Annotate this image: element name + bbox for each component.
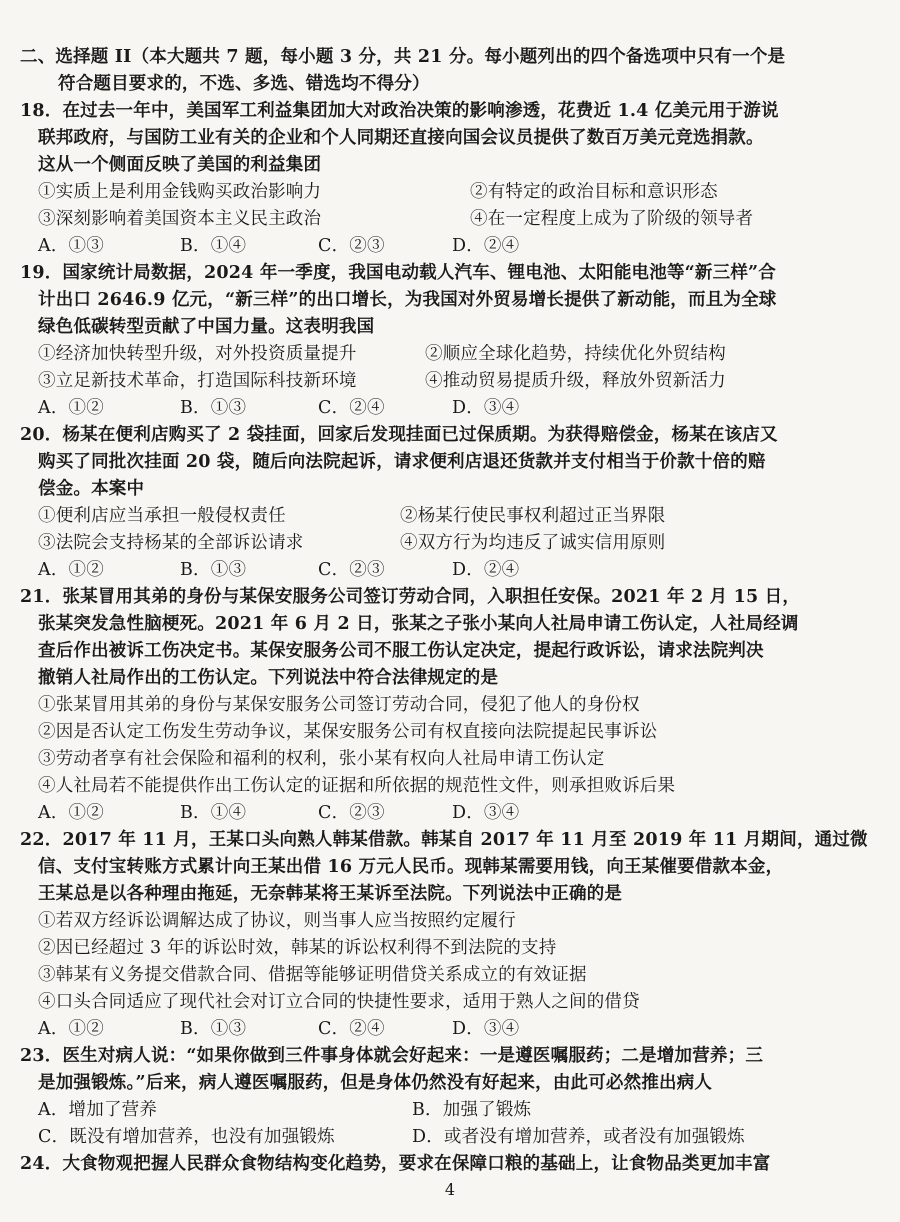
q22-option-1: ①若双方经诉讼调解达成了协议，则当事人应当按照约定履行	[38, 911, 516, 931]
q22-choice-a: A．①②	[38, 1019, 104, 1039]
q18-choice-b: B．①④	[180, 236, 247, 256]
q19-choice-a: A．①②	[38, 398, 104, 418]
q24-stem: 24．大食物观把握人民群众食物结构变化趋势，要求在保障口粮的基础上，让食物品类更加丰富	[20, 1154, 771, 1174]
q21-choice-d: D．③④	[452, 803, 520, 823]
q18-stem: 18．在过去一年中，美国军工利益集团加大对政治决策的影响渗透，花费近 1.4 亿美元用于游说	[20, 101, 779, 121]
q21-stem: 撤销人社局作出的工伤认定。下列说法中符合法律规定的是	[38, 668, 499, 688]
q19-choice-b: B．①③	[180, 398, 247, 418]
q19-option-2: ②顺应全球化趋势，持续优化外贸结构	[425, 344, 726, 364]
q21-stem: 21．张某冒用其弟的身份与某保安服务公司签订劳动合同，入职担任安保。2021 年 2 月 15 日，	[20, 587, 801, 607]
q21-option-3: ③劳动者享有社会保险和福利的权利，张小某有权向人社局申请工伤认定	[38, 749, 605, 769]
q22-option-4: ④口头合同适应了现代社会对订立合同的快捷性要求，适用于熟人之间的借贷	[38, 992, 640, 1012]
q21-choice-c: C．②③	[318, 803, 385, 823]
q23-stem: 是加强锻炼。”后来，病人遵医嘱服药，但是身体仍然没有好起来，由此可必然推出病人	[38, 1073, 713, 1093]
q18-stem: 联邦政府，与国防工业有关的企业和个人同期还直接向国会议员提供了数百万美元竞选捐款。	[38, 128, 764, 148]
q18-choice-c: C．②③	[318, 236, 385, 256]
q19-choice-d: D．③④	[452, 398, 520, 418]
q19-option-3: ③立足新技术革命，打造国际科技新环境	[38, 371, 357, 391]
q19-choice-c: C．②④	[318, 398, 385, 418]
q18-stem: 这从一个侧面反映了美国的利益集团	[38, 155, 322, 175]
q20-option-2: ②杨某行使民事权利超过正当界限	[400, 506, 666, 526]
q21-option-4: ④人社局若不能提供作出工伤认定的证据和所依据的规范性文件，则承担败诉后果	[38, 776, 676, 796]
q22-stem: 王某总是以各种理由拖延，无奈韩某将王某诉至法院。下列说法中正确的是	[38, 884, 623, 904]
q19-stem: 19．国家统计局数据，2024 年一季度，我国电动载人汽车、锂电池、太阳能电池等“新三样”合	[20, 263, 776, 283]
q20-option-3: ③法院会支持杨某的全部诉讼请求	[38, 533, 304, 553]
q20-choice-a: A．①②	[38, 560, 104, 580]
q20-choice-d: D．②④	[452, 560, 520, 580]
q18-option-3: ③深刻影响着美国资本主义民主政治	[38, 209, 322, 229]
q23-choice-a: A．增加了营养	[38, 1100, 158, 1120]
q22-choice-b: B．①③	[180, 1019, 247, 1039]
q21-stem: 张某突发急性脑梗死。2021 年 6 月 2 日，张某之子张小某向人社局申请工伤认定，人社局经调	[38, 614, 799, 634]
section-title-cont: 符合题目要求的，不选、多选、错选均不得分）	[58, 74, 430, 94]
q22-option-3: ③韩某有义务提交借款合同、借据等能够证明借贷关系成立的有效证据	[38, 965, 587, 985]
q23-stem: 23．医生对病人说：“如果你做到三件事身体就会好起来：一是遵医嘱服药；二是增加营养；三	[20, 1046, 764, 1066]
q20-choice-b: B．①③	[180, 560, 247, 580]
q18-option-1: ①实质上是利用金钱购买政治影响力	[38, 182, 322, 202]
q20-stem: 20．杨某在便利店购买了 2 袋挂面，回家后发现挂面已过保质期。为获得赔偿金，杨某在该店又	[20, 425, 778, 445]
q19-option-1: ①经济加快转型升级，对外投资质量提升	[38, 344, 357, 364]
q19-stem: 绿色低碳转型贡献了中国力量。这表明我国	[38, 317, 375, 337]
q20-option-1: ①便利店应当承担一般侵权责任	[38, 506, 286, 526]
q20-option-4: ④双方行为均违反了诚实信用原则	[400, 533, 666, 553]
q23-choice-d: D．或者没有增加营养，或者没有加强锻炼	[412, 1127, 745, 1147]
q19-stem: 计出口 2646.9 亿元，“新三样”的出口增长，为我国对外贸易增长提供了新动能，而且为全球	[38, 290, 777, 310]
q21-option-1: ①张某冒用其弟的身份与某保安服务公司签订劳动合同，侵犯了他人的身份权	[38, 695, 640, 715]
q23-choice-b: B．加强了锻炼	[412, 1100, 532, 1120]
q21-stem: 查后作出被诉工伤决定书。某保安服务公司不服工伤认定决定，提起行政诉讼，请求法院判决	[38, 641, 764, 661]
q22-choice-c: C．②④	[318, 1019, 385, 1039]
q18-option-4: ④在一定程度上成为了阶级的领导者	[470, 209, 754, 229]
q22-stem: 22．2017 年 11 月，王某口头向熟人韩某借款。韩某自 2017 年 11 月至 2019 年 11 月期间，通过微	[20, 830, 868, 850]
q21-choice-a: A．①②	[38, 803, 104, 823]
section-title: 二、选择题 II（本大题共 7 题，每小题 3 分，共 21 分。每小题列出的四个备选项中只有一个是	[20, 47, 786, 67]
q22-option-2: ②因已经超过 3 年的诉讼时效，韩某的诉讼权利得不到法院的支持	[38, 938, 557, 958]
q21-option-2: ②因是否认定工伤发生劳动争议，某保安服务公司有权直接向法院提起民事诉讼	[38, 722, 658, 742]
q21-choice-b: B．①④	[180, 803, 247, 823]
q20-choice-c: C．②③	[318, 560, 385, 580]
q18-choice-a: A．①③	[38, 236, 104, 256]
q19-option-4: ④推动贸易提质升级，释放外贸新活力	[425, 371, 726, 391]
q23-choice-c: C．既没有增加营养，也没有加强锻炼	[38, 1127, 335, 1147]
q22-choice-d: D．③④	[452, 1019, 520, 1039]
q22-stem: 信、支付宝转账方式累计向王某出借 16 万元人民币。现韩某需要用钱，向王某催要借款本金，	[38, 857, 784, 877]
q20-stem: 购买了同批次挂面 20 袋，随后向法院起诉，请求便利店退还货款并支付相当于价款十倍的赔	[38, 452, 766, 472]
q20-stem: 偿金。本案中	[38, 479, 145, 499]
page-number: 4	[444, 1180, 456, 1199]
q18-choice-d: D．②④	[452, 236, 520, 256]
q18-option-2: ②有特定的政治目标和意识形态	[470, 182, 718, 202]
